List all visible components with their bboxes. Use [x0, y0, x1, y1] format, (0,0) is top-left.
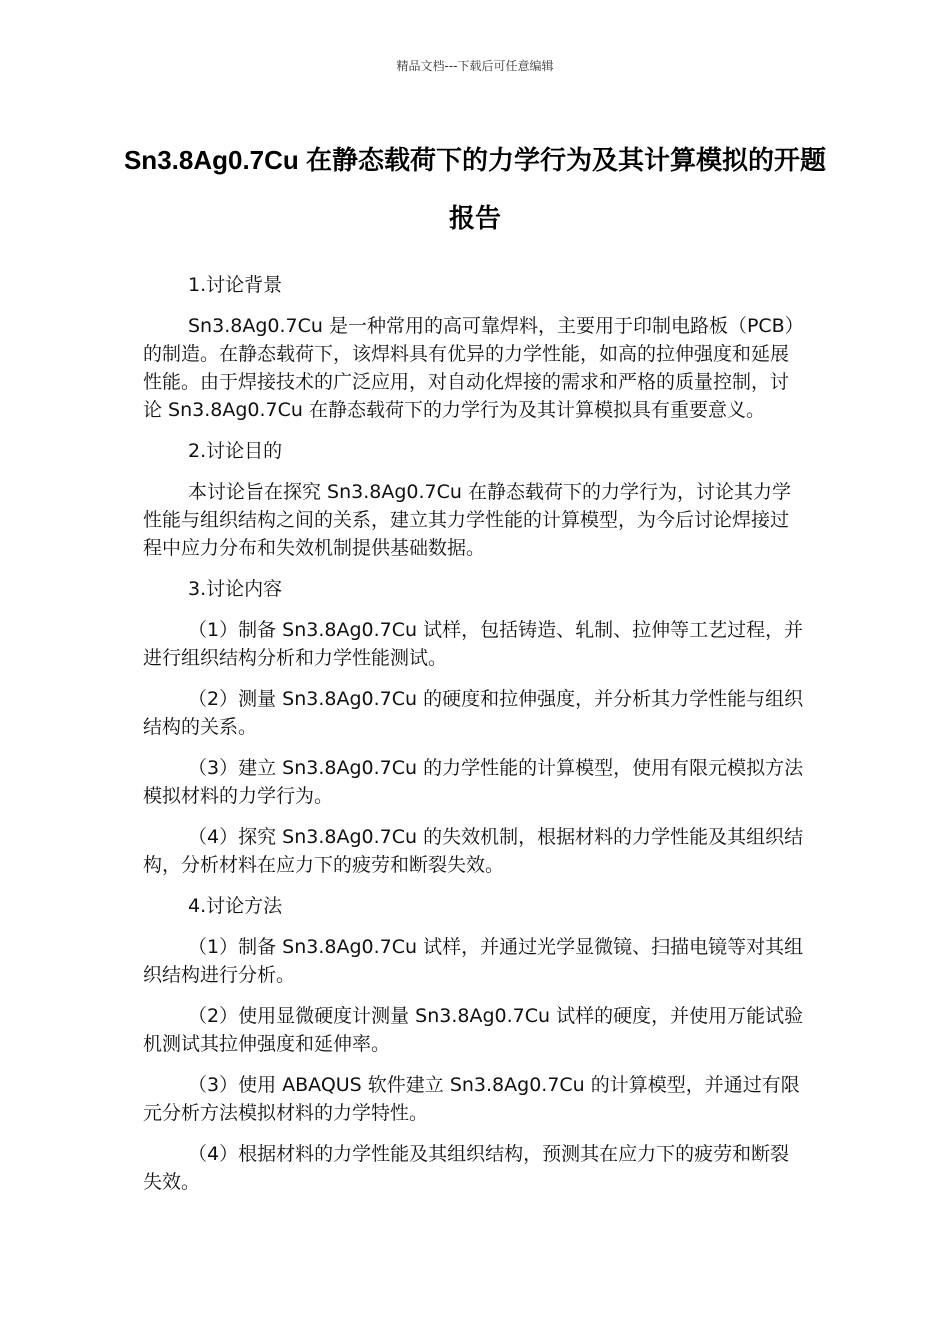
method-item-3: （3）使用 ABAQUS 软件建立 Sn3.8Ag0.7Cu 的计算模型，并通过有限元分析方法模拟材料的力学特性。 [143, 1074, 800, 1124]
content-item-3: （3）建立 Sn3.8Ag0.7Cu 的力学性能的计算模型，使用有限元模拟方法模拟材料的力学行为。 [143, 757, 804, 807]
content-item-1: （1）制备 Sn3.8Ag0.7Cu 试样，包括铸造、轧制、拉伸等工艺过程，并进行组织结构分析和力学性能测试。 [143, 619, 804, 669]
method-item-1: （1）制备 Sn3.8Ag0.7Cu 试样，并通过光学显微镜、扫描电镜等对其组织结构进行分析。 [143, 936, 804, 986]
section-heading-methods: 4.讨论方法 [188, 895, 283, 917]
content-item-4: （4）探究 Sn3.8Ag0.7Cu 的失效机制，根据材料的力学性能及其组织结构，分析材料在应力下的疲劳和断裂失效。 [143, 826, 804, 876]
document-title: Sn3.8Ag0.7Cu 在静态载荷下的力学行为及其计算模拟的开题报告 [123, 145, 827, 233]
content-item-2: （2）测量 Sn3.8Ag0.7Cu 的硬度和拉伸强度，并分析其力学性能与组织结构的关系。 [143, 688, 804, 738]
paragraph-purpose: 本讨论旨在探究 Sn3.8Ag0.7Cu 在静态载荷下的力学行为，讨论其力学性能与组织结构之间的关系，建立其力学性能的计算模型，为今后讨论焊接过程中应力分布和失效机制提供基础数据。 [143, 481, 791, 559]
method-item-2: （2）使用显微硬度计测量 Sn3.8Ag0.7Cu 试样的硬度，并使用万能试验机测试其拉伸强度和延伸率。 [143, 1005, 804, 1055]
section-heading-background: 1.讨论背景 [188, 274, 283, 296]
section-heading-purpose: 2.讨论目的 [188, 440, 283, 462]
section-heading-content: 3.讨论内容 [188, 578, 283, 600]
header-note: 精品文档---下载后可任意编辑 [396, 59, 554, 73]
method-item-4: （4）根据材料的力学性能及其组织结构，预测其在应力下的疲劳和断裂失效。 [143, 1143, 790, 1193]
paragraph-background: Sn3.8Ag0.7Cu 是一种常用的高可靠焊料，主要用于印制电路板（PCB）的制造。在静态载荷下，该焊料具有优异的力学性能，如高的拉伸强度和延展性能。由于焊接技术的广泛应用，对自动化焊接的需求和严格的质量控制，讨论 Sn3.8Ag0.7Cu 在静态载荷下的力学行为及其计算模拟具有重要意义。 [143, 315, 804, 421]
document-body [143, 271, 807, 1209]
